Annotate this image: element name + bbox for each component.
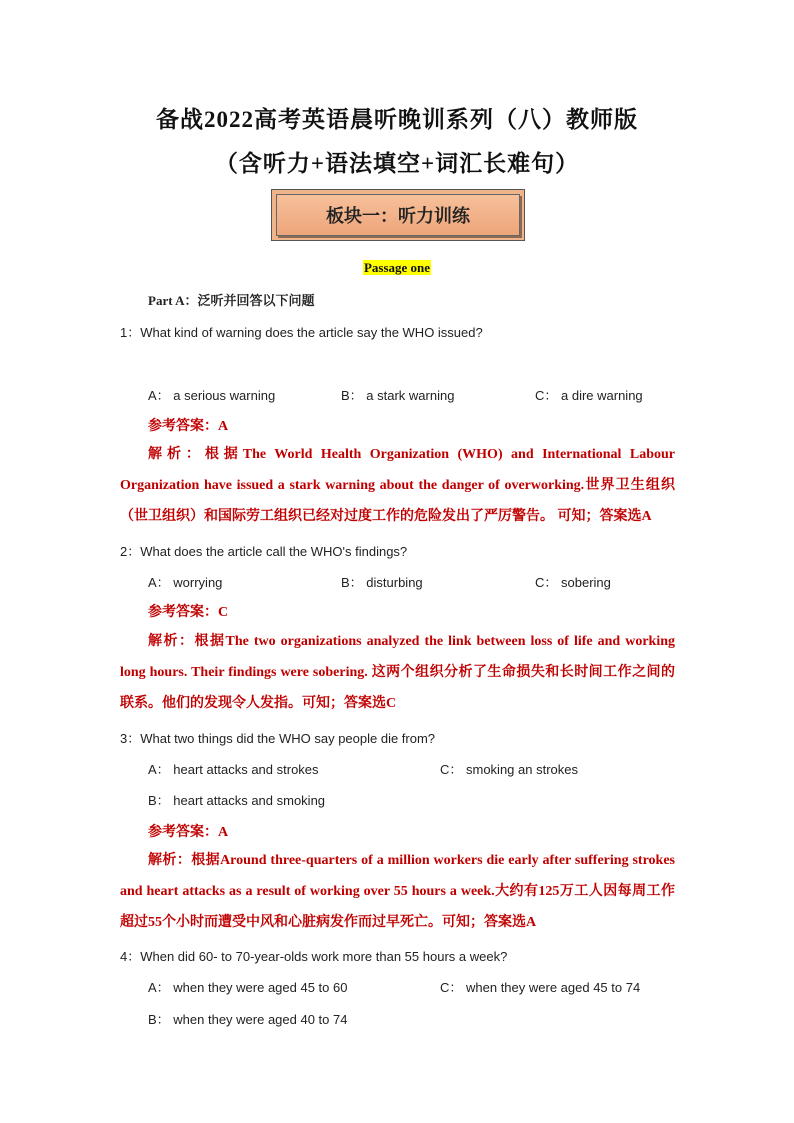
q4-option-b: B： when they were aged 40 to 74 (148, 1012, 348, 1027)
q1-option-b: B： a stark warning (341, 388, 455, 403)
q3-explanation (120, 845, 675, 939)
document-subtitle: （含听力+语法填空+词汇长难句） (214, 151, 580, 176)
q3-option-c: C： smoking an strokes (440, 762, 578, 777)
q2-option-a: A： worrying (148, 575, 223, 590)
passage-heading (0, 260, 794, 276)
q2-option-b: B： disturbing (341, 575, 423, 590)
q3-answer: 参考答案：A (148, 825, 229, 840)
section-banner (271, 189, 525, 241)
q3-option-a: A： heart attacks and strokes (148, 762, 319, 777)
document-title: 备战2022高考英语晨听晚训系列（八）教师版 (156, 107, 638, 132)
q2-explanation (120, 626, 675, 720)
question-4: 4：When did 60- to 70-year-olds work more than 55 hours a week? (120, 949, 508, 964)
q1-option-a: A： a serious warning (148, 388, 276, 403)
q1-explanation (120, 439, 675, 533)
q2-explanation-text: 解析：根据The two organizations analyzed the link between loss of life and working long hours. Their findings were sobering. 这两个组织分析了生命损失和长时间工作之间的联系。他们的发现令人发指。可知；答案选C (120, 634, 675, 712)
q1-answer: 参考答案：A (148, 419, 229, 434)
q2-option-c: C： sobering (535, 575, 611, 590)
question-2: 2：What does the article call the WHO's findings? (120, 544, 408, 559)
section-label: 板块一：听力训练 (276, 194, 520, 236)
q4-option-a: A： when they were aged 45 to 60 (148, 980, 348, 995)
question-1: 1：What kind of warning does the article say the WHO issued? (120, 325, 483, 340)
q1-option-c: C： a dire warning (535, 388, 643, 403)
q1-explanation-text: 解析：根据The World Health Organization (WHO) and International Labour Organization have issued a stark warning about the danger of overworking.世界卫生组织（世卫组织）和国际劳工组织已经对过度工作的危险发出了严厉警告。 可知；答案选A (120, 447, 675, 525)
q2-answer: 参考答案：C (148, 605, 229, 620)
q4-option-c: C： when they were aged 45 to 74 (440, 980, 641, 995)
q3-explanation-text: 解析：根据Around three-quarters of a million workers die early after suffering strokes and heart attacks as a result of working over 55 hours a week.大约有125万工人因每周工作超过55个小时而遭受中风和心脏病发作而过早死亡。可知；答案选A (120, 853, 675, 931)
q3-option-b: B： heart attacks and smoking (148, 793, 326, 808)
part-a-heading: Part A：泛听并回答以下问题 (148, 293, 315, 308)
question-3: 3：What two things did the WHO say people die from? (120, 731, 436, 746)
passage-label: Passage one (363, 260, 431, 275)
